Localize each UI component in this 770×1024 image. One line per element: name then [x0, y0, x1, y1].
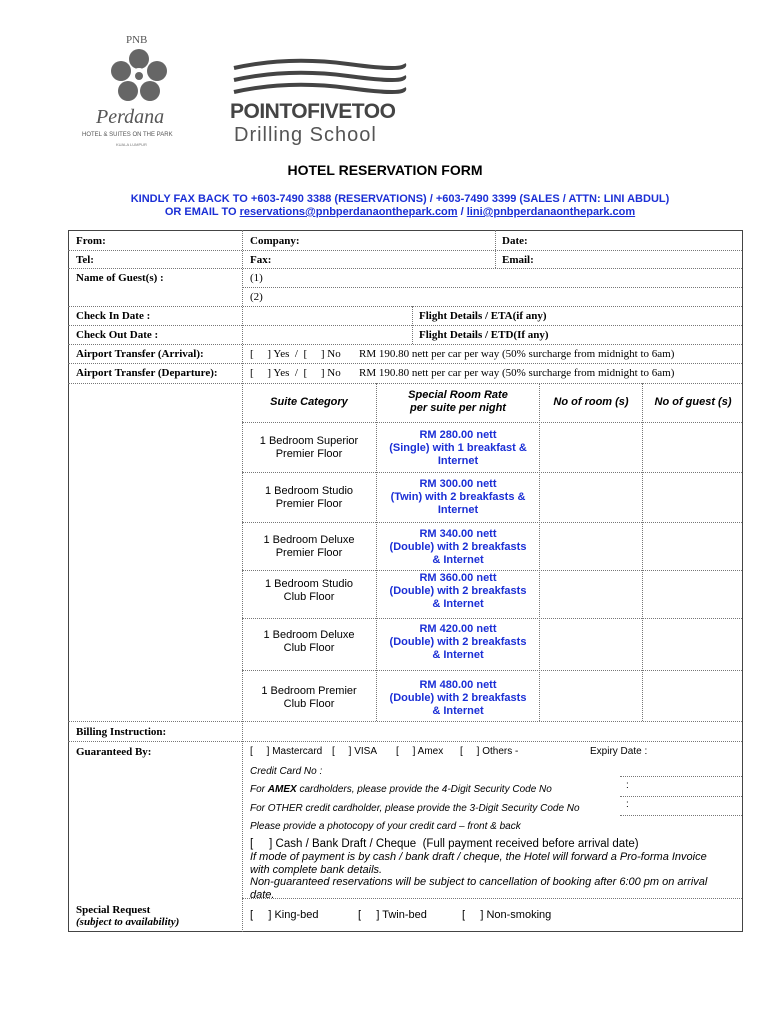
room-rate — [380, 478, 536, 517]
guest-2-field[interactable] — [268, 288, 740, 305]
email-separator: / — [460, 206, 464, 218]
col-header-rooms: No of room (s) — [553, 396, 629, 408]
guest-count-cell[interactable] — [644, 474, 741, 520]
rate-line2: (Double) with 2 breakfasts — [389, 541, 527, 553]
rate-line2: (Double) with 2 breakfasts — [389, 636, 527, 648]
other-code-colon: : — [626, 799, 629, 810]
suite-line1: 1 Bedroom Deluxe — [263, 534, 355, 546]
guest-count-cell[interactable] — [644, 620, 741, 668]
room-rate — [380, 679, 536, 718]
arrival-transfer-options[interactable]: [ ] Yes / [ ] No — [250, 348, 341, 360]
non-smoking-option[interactable]: [ ] Non-smoking — [462, 909, 552, 921]
amex-option[interactable]: [ ] Amex — [396, 746, 444, 757]
amex-pre: For — [250, 784, 265, 795]
suite-category — [245, 534, 373, 560]
room-count-cell[interactable] — [541, 672, 641, 720]
date-field[interactable] — [534, 232, 740, 249]
others-option[interactable]: [ ] Others - — [460, 746, 519, 757]
departure-transfer-label: Airport Transfer (Departure): — [76, 367, 218, 379]
eta-label: Flight Details / ETA(if any) — [419, 310, 547, 322]
rate-line3: Internet — [437, 504, 479, 516]
check-in-label: Check In Date : — [76, 310, 151, 322]
special-request-sublabel: (subject to availability) — [76, 916, 180, 928]
rate-line2: (Double) with 2 breakfasts — [389, 692, 527, 704]
col-header-guests: No of guest (s) — [654, 396, 732, 408]
drilling-school-text: Drilling School — [234, 124, 377, 146]
rate-line1: RM 420.00 nett — [419, 623, 497, 635]
check-out-field[interactable] — [244, 326, 410, 343]
special-request-label: Special Request — [76, 904, 151, 916]
perdana-script-text: Perdana — [96, 106, 165, 128]
form-title: HOTEL RESERVATION FORM — [287, 162, 483, 178]
col-header-rate-line2: per suite per night — [410, 402, 506, 414]
col-header-rate-line1: Special Room Rate — [408, 389, 508, 401]
perdana-logo — [78, 34, 206, 154]
etd-field[interactable] — [570, 326, 740, 343]
tel-field[interactable] — [100, 251, 240, 267]
cash-note-line1: If mode of payment is by cash / bank draft / cheque, the Hotel will forward a Pro-forma Invoice — [250, 851, 707, 863]
from-field[interactable] — [110, 232, 240, 249]
mastercard-option[interactable]: [ ] Mastercard — [250, 746, 323, 757]
company-field[interactable] — [305, 232, 493, 249]
rate-line3: & Internet — [432, 598, 484, 610]
guest-count-cell[interactable] — [644, 524, 741, 568]
date-label: Date: — [502, 235, 528, 247]
pointofivetoo-name: POINTOFIVETOO — [230, 100, 396, 123]
suite-line1: 1 Bedroom Premier — [261, 685, 357, 697]
suite-line2: Club Floor — [283, 591, 335, 603]
amex-word: AMEX — [267, 784, 297, 795]
rate-line2: (Twin) with 2 breakfasts & — [390, 491, 526, 503]
amex-code-field[interactable] — [632, 778, 740, 795]
departure-transfer-options[interactable]: [ ] Yes / [ ] No — [250, 367, 341, 379]
company-label: Company: — [250, 235, 300, 247]
room-count-cell[interactable] — [541, 524, 641, 568]
suite-line2: Club Floor — [283, 698, 335, 710]
guest-count-cell[interactable] — [644, 672, 741, 720]
room-count-cell[interactable] — [541, 424, 641, 470]
cash-note-line2: with complete bank details. — [250, 863, 383, 876]
guest-1-number: (1) — [250, 272, 263, 284]
email-instruction — [0, 206, 770, 218]
rate-line3: & Internet — [432, 705, 484, 717]
credit-card-no-field[interactable] — [330, 763, 740, 777]
guest-names-label: Name of Guest(s) : — [76, 272, 164, 284]
fax-label: Fax: — [250, 254, 272, 266]
departure-transfer-note: RM 190.80 nett per car per way (50% surcharge from midnight to 6am) — [359, 367, 675, 379]
suite-line2: Premier Floor — [275, 448, 343, 460]
fax-field[interactable] — [280, 251, 493, 267]
guest-2-number: (2) — [250, 291, 263, 303]
pnb-text: PNB — [126, 34, 148, 46]
rate-line1: RM 480.00 nett — [419, 679, 497, 691]
check-out-label: Check Out Date : — [76, 329, 159, 341]
suite-line2: Club Floor — [283, 642, 335, 654]
room-rate — [380, 572, 536, 611]
col-header-rate — [380, 389, 536, 415]
arrival-transfer-note: RM 190.80 nett per car per way (50% surcharge from midnight to 6am) — [359, 348, 675, 360]
perdana-subtitle: HOTEL & SUITES ON THE PARK — [82, 132, 173, 138]
photocopy-note: Please provide a photocopy of your credit card – front & back — [250, 821, 521, 832]
guest-count-cell[interactable] — [644, 572, 741, 616]
email-field[interactable] — [540, 251, 740, 267]
suite-category — [245, 685, 373, 711]
room-count-cell[interactable] — [541, 620, 641, 668]
rate-line3: Internet — [437, 455, 479, 467]
guaranteed-by-label: Guaranteed By: — [76, 746, 152, 758]
arrival-transfer-label: Airport Transfer (Arrival): — [76, 348, 204, 360]
other-code-field[interactable] — [632, 797, 740, 814]
billing-instruction-field[interactable] — [244, 723, 740, 740]
cash-option[interactable]: [ ] Cash / Bank Draft / Cheque (Full payment received before arrival date) — [250, 838, 639, 850]
rate-line1: RM 300.00 nett — [419, 478, 497, 490]
billing-instruction-label: Billing Instruction: — [76, 726, 167, 738]
from-label: From: — [76, 235, 106, 247]
suite-category — [245, 629, 373, 655]
expiry-date-label: Expiry Date : — [590, 746, 648, 757]
suite-line1: 1 Bedroom Studio — [264, 485, 354, 497]
rate-line1: RM 340.00 nett — [419, 528, 497, 540]
eta-field[interactable] — [570, 307, 740, 324]
guest-1-field[interactable] — [268, 269, 740, 286]
suite-category — [245, 578, 373, 604]
suite-line1: 1 Bedroom Studio — [264, 578, 354, 590]
perdana-city: KUALA LUMPUR — [116, 142, 147, 147]
cash-note-line4: date. — [250, 888, 275, 901]
col-header-suite: Suite Category — [270, 396, 348, 408]
rate-line3: & Internet — [432, 649, 484, 661]
guest-count-cell[interactable] — [644, 424, 741, 470]
suite-line1: 1 Bedroom Deluxe — [263, 629, 355, 641]
check-in-field[interactable] — [244, 307, 410, 324]
visa-option[interactable]: [ ] VISA — [332, 746, 378, 757]
room-rate — [380, 429, 536, 468]
room-count-cell[interactable] — [541, 474, 641, 520]
fax-instruction: KINDLY FAX BACK TO +603-7490 3388 (RESERVATIONS) / +603-7490 3399 (SALES / ATTN: LINI ABDUL) — [130, 193, 670, 205]
amex-code-colon: : — [626, 780, 629, 791]
suite-category — [245, 485, 373, 511]
suite-line2: Premier Floor — [275, 547, 343, 559]
other-security-code-text: For OTHER credit cardholder, please provide the 3-Digit Security Code No — [250, 803, 580, 814]
rate-line3: & Internet — [432, 554, 484, 566]
email-label: Email: — [502, 254, 534, 266]
suite-line2: Premier Floor — [275, 498, 343, 510]
room-rate — [380, 528, 536, 567]
wave-lines-icon — [228, 58, 408, 96]
credit-card-no-label: Credit Card No : — [250, 766, 323, 777]
reservations-email-link[interactable]: reservations@pnbperdanaonthepark.com — [239, 206, 458, 218]
email-prefix: OR EMAIL TO — [164, 206, 237, 218]
rate-line1: RM 280.00 nett — [419, 429, 497, 441]
amex-security-code-text — [250, 784, 552, 795]
rate-line2: (Single) with 1 breakfast & — [389, 442, 527, 454]
tel-label: Tel: — [76, 254, 94, 266]
lini-email-link[interactable]: lini@pnbperdanaonthepark.com — [466, 206, 636, 218]
etd-label: Flight Details / ETD(If any) — [419, 329, 549, 341]
rate-line2: (Double) with 2 breakfasts — [389, 585, 527, 597]
suite-category — [245, 435, 373, 461]
suite-line1: 1 Bedroom Superior — [259, 435, 359, 447]
room-count-cell[interactable] — [541, 572, 641, 616]
flower-emblem-icon — [108, 48, 170, 104]
room-rate — [380, 623, 536, 662]
amex-post: cardholders, please provide the 4-Digit Security Code No — [299, 784, 552, 795]
king-bed-option[interactable]: [ ] King-bed — [250, 909, 319, 921]
rate-line1: RM 360.00 nett — [419, 572, 497, 584]
cash-note — [250, 851, 707, 901]
twin-bed-option[interactable]: [ ] Twin-bed — [358, 909, 427, 921]
cash-note-line3: Non-guaranteed reservations will be subject to cancellation of booking after 6:00 pm on arrival — [250, 876, 708, 888]
pointofivetoo-logo — [228, 58, 408, 150]
